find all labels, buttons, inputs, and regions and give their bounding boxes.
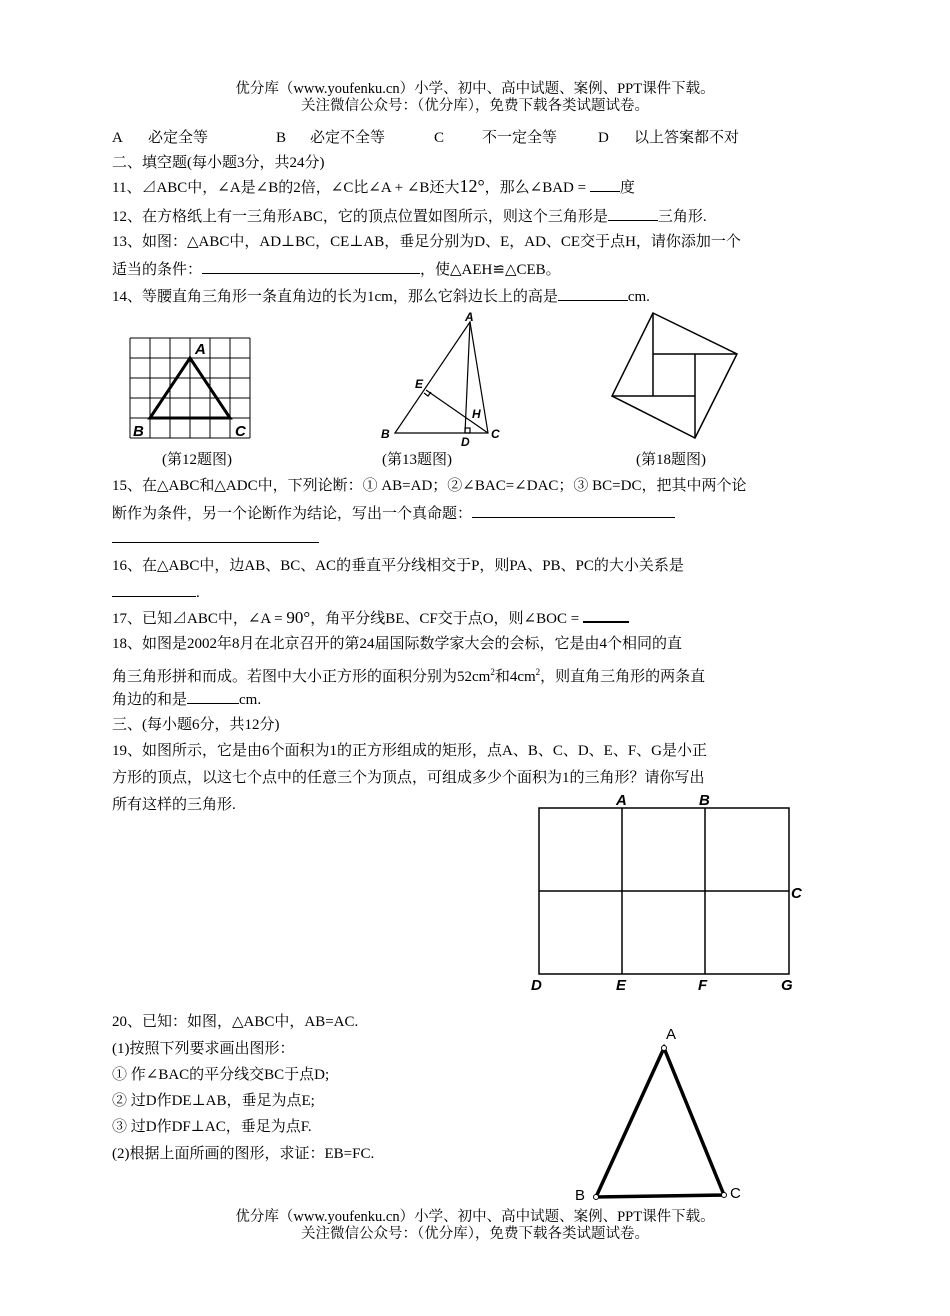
q12-blank (608, 206, 658, 221)
q13-text-b: ，使△AEH≌△CEB。 (420, 262, 561, 278)
footer-line-1: 优分库（www.youfenku.cn）小学、初中、高中试题、案例、PPT课件下载。 (235, 1209, 715, 1225)
option-c-letter: C (434, 130, 445, 146)
question-18-line-2 (112, 662, 705, 687)
question-20-line-2: (1)按照下列要求画出图形： (112, 1041, 295, 1057)
figure-19-rectangle (525, 788, 815, 998)
footer-line-2: 关注微信公众号：（优分库），免费下载各类试题试卷。 (301, 1226, 649, 1242)
fig13-label-e: E (415, 377, 424, 391)
q12-text-a: 12、在方格纸上有一三角形ABC，它的顶点位置如图所示，则这个三角形是 (112, 209, 608, 225)
fig13-label-h: H (472, 407, 481, 421)
fig19-label-g: G (781, 977, 793, 994)
fig19-label-e: E (616, 977, 627, 994)
figure-13-caption: (第13题图) (382, 452, 452, 468)
fig19-label-f: F (698, 977, 708, 994)
q14-text-a: 14、等腰直角三角形一条直角边的长为1cm，那么它斜边长上的高是 (112, 289, 558, 305)
option-b-text: 必定不全等 (310, 130, 386, 146)
fig20-triangle-abc (596, 1048, 724, 1197)
question-16-line-1: 16、在△ABC中，边AB、BC、AC的垂直平分线相交于P，则PA、PB、PC的大小关系是 (112, 558, 684, 574)
q18-text-b: 和4cm (494, 669, 536, 685)
q18-text-e: cm. (239, 692, 262, 708)
figure-12-caption: (第12题图) (162, 452, 232, 468)
figure-13-triangle (375, 308, 510, 448)
question-20-line-6: (2)根据上面所画的图形，求证：EB=FC. (112, 1146, 375, 1162)
fig13-label-a: A (465, 310, 474, 324)
q17-text-b: ，角平分线BE、CF交于点O，则∠BOC = (310, 611, 580, 627)
fig20-vertex-c (722, 1193, 727, 1198)
q15-blank-1 (472, 503, 675, 518)
figure-12-grid (125, 336, 255, 442)
fig19-label-b: B (699, 792, 710, 809)
q11-text-c: 度 (619, 180, 635, 196)
fig13-label-c: C (491, 427, 500, 441)
option-a-letter: A (112, 130, 123, 146)
question-17 (112, 607, 629, 629)
fig20-label-b: B (575, 1187, 586, 1204)
q13-text-a: 适当的条件： (112, 262, 203, 278)
fig19-label-a: A (616, 792, 627, 809)
q15-text: 断作为条件，另一个论断作为结论，写出一个真命题： (112, 506, 473, 522)
header-line-2: 关注微信公众号：（优分库），免费下载各类试题试卷。 (301, 98, 649, 114)
q17-text-a: 17、已知⊿ABC中，∠A = (112, 611, 283, 627)
options-row (112, 128, 739, 148)
q18-text-c: ，则直角三角形的两条直 (540, 669, 706, 685)
section-3-heading: 三、(每小题6分，共12分) (112, 717, 280, 733)
q16-blank (112, 582, 196, 597)
header-line-1: 优分库（www.youfenku.cn）小学、初中、高中试题、案例、PPT课件下载。 (235, 81, 715, 97)
q11-text-a: 11、⊿ABC中，∠A是∠B的2倍，∠C比∠A + ∠B还大 (112, 180, 460, 196)
fig12-label-a: A (195, 341, 206, 358)
section-2-heading: 二、填空题(每小题3分，共24分) (112, 155, 325, 171)
question-11 (112, 176, 635, 198)
option-d-text: 以上答案都不对 (634, 130, 740, 146)
q16-end: . (196, 585, 200, 601)
fig19-label-d: D (531, 977, 542, 994)
fig13-altitude-ad (465, 322, 470, 433)
fig12-grid-lines (130, 338, 250, 438)
question-16-line-2 (112, 582, 200, 603)
q13-blank (202, 259, 420, 274)
fig20-vertex-a (662, 1046, 667, 1051)
option-d-letter: D (598, 130, 609, 146)
fig13-right-angle-e (424, 392, 431, 396)
question-18-line-1: 18、如图是2002年8月在北京召开的第24届国际数学家大会的会标，它是由4个相同的直 (112, 636, 683, 652)
question-19-line-3: 所有这样的三角形. (112, 797, 236, 813)
question-15-line-2 (112, 503, 675, 524)
fig20-label-a: A (666, 1026, 677, 1043)
q18-text-d: 角边的和是 (112, 692, 188, 708)
question-18-line-3 (112, 689, 261, 710)
q17-blank (583, 607, 629, 623)
figure-18-congress-logo (605, 308, 745, 444)
q17-degree: 90° (286, 608, 311, 627)
fig12-label-b: B (133, 423, 144, 440)
question-19-line-1: 19、如图所示，它是由6个面积为1的正方形组成的矩形，点A、B、C、D、E、F、G是小正 (112, 743, 708, 759)
fig13-label-b: B (381, 427, 390, 441)
q11-text-b: ，那么∠BAD = (484, 180, 587, 196)
option-c-text: 不一定全等 (482, 130, 558, 146)
fig12-label-c: C (235, 423, 246, 440)
question-14 (112, 286, 650, 307)
question-20-line-3: ① 作∠BAC的平分线交BC于点D; (112, 1067, 330, 1083)
figure-18-caption: (第18题图) (636, 452, 706, 468)
q18-blank (187, 689, 239, 704)
q14-blank (558, 286, 628, 301)
q11-degree: 12° (459, 176, 485, 196)
question-20-line-5: ③ 过D作DF⊥AC，垂足为点F. (112, 1119, 312, 1135)
question-13-line-2 (112, 259, 561, 280)
question-20-line-4: ② 过D作DE⊥AB，垂足为点E; (112, 1093, 315, 1109)
q14-text-b: cm. (627, 289, 650, 305)
q18-sup-1: 2 (490, 667, 495, 677)
fig18-outer-square (612, 313, 737, 438)
question-15-line-1: 15、在△ABC和△ADC中，下列论断：① AB=AD；②∠BAC=∠DAC；③ BC=DC，把其中两个论 (112, 478, 747, 494)
figure-20-triangle (570, 1022, 750, 1206)
question-12 (112, 206, 707, 227)
q15-blank-2 (112, 542, 319, 543)
fig20-label-c: C (730, 1185, 741, 1202)
q18-text-a: 角三角形拼和而成。若图中大小正方形的面积分别为52cm (112, 669, 491, 685)
q12-text-b: 三角形. (657, 209, 707, 225)
option-a-text: 必定全等 (148, 130, 209, 146)
q11-blank (590, 177, 620, 192)
option-b-letter: B (276, 130, 287, 146)
fig20-vertex-b (594, 1195, 599, 1200)
question-19-line-2: 方形的顶点，以这七个点中的任意三个为顶点，可组成多少个面积为1的三角形？请你写出 (112, 770, 705, 786)
question-20-line-1: 20、已知：如图，△ABC中，AB=AC. (112, 1014, 359, 1030)
fig13-label-d: D (461, 435, 470, 448)
q18-sup-2: 2 (535, 667, 541, 677)
fig19-label-c: C (791, 885, 802, 902)
question-13-line-1: 13、如图：△ABC中，AD⊥BC，CE⊥AB，垂足分别为D、E，AD、CE交于点H，请你添加一个 (112, 234, 741, 250)
